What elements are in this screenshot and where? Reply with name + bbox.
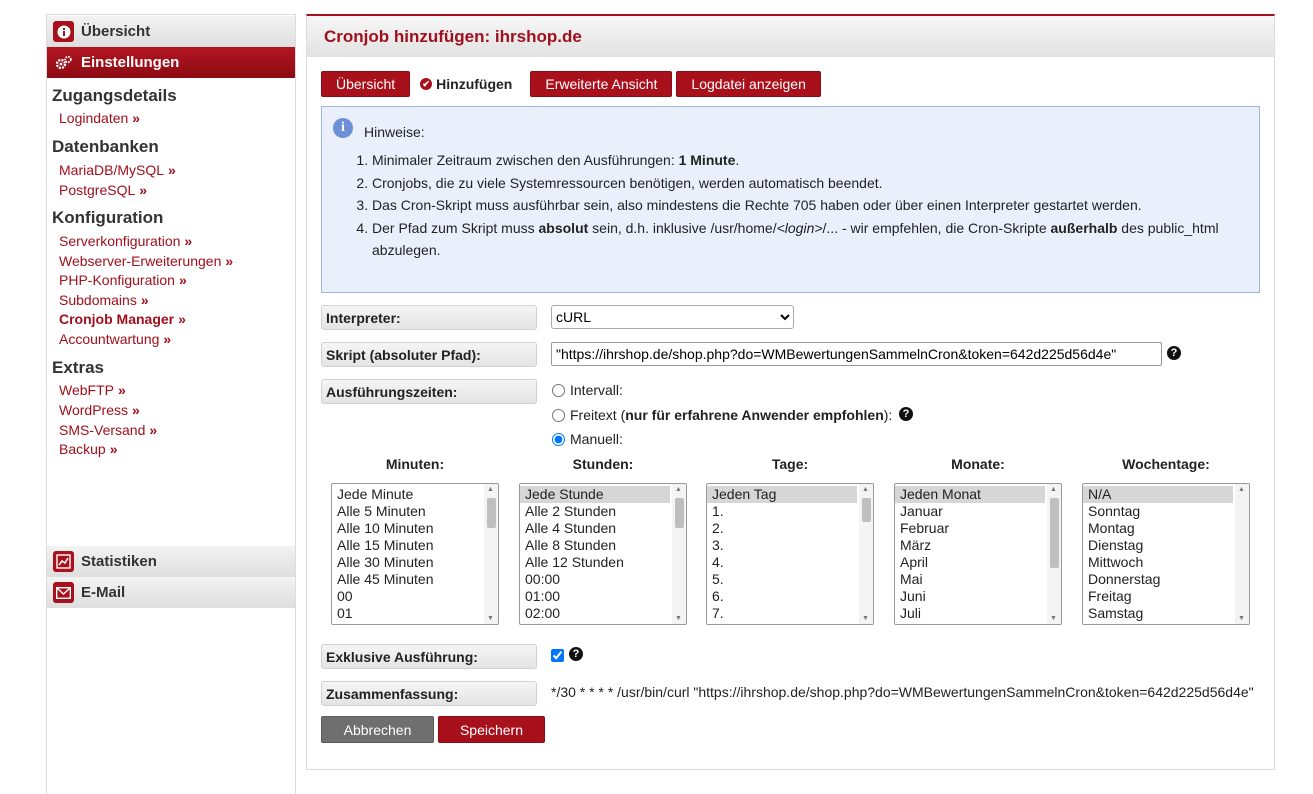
sidebar-link-logindaten[interactable] (59, 110, 140, 126)
scroll-thumb[interactable] (862, 498, 871, 522)
hint-text: des public_html abzulegen. (372, 219, 1219, 258)
monate-option[interactable]: Jeden Monat (895, 486, 1045, 503)
monate-option[interactable]: März (900, 537, 932, 553)
hint-text: Minimaler Zeitraum zwischen den Ausführungen: (372, 152, 679, 168)
skript-label: Skript (absoluter Pfad): (321, 342, 537, 367)
stunden-listbox[interactable] (519, 483, 687, 625)
gears-icon (53, 52, 74, 73)
link-label: SMS-Versand (59, 422, 146, 438)
scroll-up-icon[interactable]: ▲ (1050, 486, 1057, 493)
tage-option[interactable]: Jeden Tag (707, 486, 857, 503)
save-button[interactable]: Speichern (438, 716, 545, 743)
stunden-option[interactable]: 01:00 (525, 588, 561, 604)
hint-list (346, 149, 1226, 262)
sidebar-link-sms[interactable] (59, 422, 157, 438)
interpreter-select[interactable] (551, 305, 794, 329)
tage-listbox[interactable] (706, 483, 874, 625)
sidebar (46, 14, 296, 794)
sidebar-link-mariadb[interactable] (59, 162, 176, 178)
scroll-down-icon[interactable]: ▼ (1050, 615, 1057, 622)
scrollbar[interactable] (672, 484, 686, 624)
sidebar-head-email[interactable] (47, 577, 295, 608)
radio-input[interactable] (552, 409, 565, 422)
raquo: » (178, 272, 187, 288)
radio-input[interactable] (552, 384, 565, 397)
wochentage-option[interactable]: Mittwoch (1088, 554, 1144, 570)
sidebar-head-uebersicht[interactable] (47, 16, 295, 47)
sidebar-head-label: Einstellungen (81, 54, 180, 71)
sidebar-link-webserver[interactable] (59, 253, 233, 269)
help-icon[interactable]: ? (899, 407, 913, 421)
tab-erweiterte-ansicht[interactable]: Erweiterte Ansicht (530, 71, 672, 97)
scroll-down-icon[interactable]: ▼ (487, 615, 494, 622)
wochentage-option[interactable]: Samstag (1088, 605, 1144, 621)
sidebar-link-subdomains[interactable] (59, 292, 149, 308)
stunden-option[interactable]: Alle 4 Stunden (525, 520, 617, 536)
link-label: Serverkonfiguration (59, 233, 181, 249)
tage-option[interactable]: 4. (712, 554, 724, 570)
monate-listbox[interactable] (894, 483, 1062, 625)
sidebar-head-label: Statistiken (81, 553, 157, 570)
sidebar-link-cronjob-manager[interactable] (59, 311, 186, 327)
info-icon (53, 21, 74, 42)
hint-text: Der Pfad zum Skript muss (372, 219, 539, 236)
scroll-down-icon[interactable]: ▼ (862, 615, 869, 622)
col-head-wochentage: Wochentage: (1122, 456, 1210, 472)
stunden-option[interactable]: Alle 8 Stunden (525, 537, 617, 553)
raquo: » (131, 402, 140, 418)
radio-label: ): (883, 407, 893, 423)
minuten-option[interactable]: Alle 30 Minuten (337, 554, 434, 570)
cancel-button[interactable]: Abbrechen (321, 716, 434, 743)
tage-option[interactable]: 6. (712, 588, 724, 604)
hint-italic: <login> (776, 219, 823, 236)
tab-hinzufuegen[interactable] (420, 76, 512, 92)
tage-option[interactable]: 2. (712, 520, 724, 536)
help-icon[interactable]: ? (1167, 346, 1181, 360)
radio-input[interactable] (552, 433, 565, 446)
raquo: » (139, 182, 148, 198)
raquo: » (109, 441, 118, 457)
scrollbar[interactable] (1235, 484, 1249, 624)
wochentage-option[interactable]: N/A (1083, 486, 1233, 503)
scroll-thumb[interactable] (487, 498, 496, 528)
raquo: » (149, 422, 158, 438)
stunden-option[interactable]: Alle 12 Stunden (525, 554, 624, 570)
hint-item: 2. Cronjobs, die zu viele Systemressourcen benötigen, werden automatisch beendet. (372, 172, 1226, 195)
wochentage-option[interactable]: Sonntag (1088, 503, 1141, 519)
link-label: Logindaten (59, 110, 129, 126)
wochentage-option[interactable]: Donnerstag (1088, 571, 1161, 587)
radio-manuell[interactable] (551, 431, 623, 447)
skript-path-input[interactable] (551, 342, 1162, 366)
sidebar-head-label: E-Mail (81, 584, 126, 601)
main-panel (306, 14, 1275, 770)
hint-item (372, 149, 1226, 172)
hint-bold: 1 Minute (678, 152, 736, 168)
link-label: Webserver-Erweiterungen (59, 253, 222, 269)
wochentage-option[interactable]: Freitag (1088, 588, 1132, 604)
wochentage-option[interactable]: Dienstag (1088, 537, 1144, 553)
wochentage-listbox[interactable] (1082, 483, 1250, 625)
tab-label: Hinzufügen (436, 76, 513, 92)
hint-text: sein, d.h. inklusive /usr/home/ (588, 219, 777, 236)
hint-text: . (735, 152, 740, 168)
minuten-option[interactable]: Alle 15 Minuten (337, 537, 434, 553)
tage-option[interactable]: 7. (712, 605, 724, 621)
raquo: » (168, 162, 176, 178)
scroll-thumb[interactable] (1050, 498, 1059, 568)
scroll-down-icon[interactable]: ▼ (1238, 615, 1245, 622)
sidebar-link-backup[interactable] (59, 441, 118, 457)
col-head-tage: Tage: (771, 456, 809, 472)
radio-label: Freitext ( (570, 407, 626, 423)
minuten-option[interactable]: 00 (337, 588, 353, 604)
scrollbar[interactable] (859, 484, 873, 624)
chart-icon (53, 551, 74, 572)
col-head-monate: Monate: (951, 456, 1005, 472)
minuten-option[interactable]: Alle 5 Minuten (337, 503, 426, 519)
scroll-up-icon[interactable]: ▲ (487, 486, 494, 493)
hint-bold: absolut (538, 219, 589, 236)
stunden-option[interactable]: Alle 2 Stunden (525, 503, 617, 519)
tab-logdatei[interactable]: Logdatei anzeigen (676, 71, 820, 97)
stunden-option[interactable]: 00:00 (525, 571, 561, 587)
minuten-listbox[interactable] (331, 483, 499, 625)
sidebar-head-label: Übersicht (81, 23, 151, 40)
sidebar-head-statistiken[interactable] (47, 546, 295, 577)
hint-box (321, 106, 1260, 293)
scroll-up-icon[interactable]: ▲ (1238, 486, 1245, 493)
raquo: » (140, 292, 149, 308)
zusammenfassung-value: */30 * * * * /usr/bin/curl "https://ihrshop.de/shop.php?do=WMBewertungenSammelnCron&token=642d225d56d4e" (551, 684, 1254, 700)
wochentage-option[interactable]: Montag (1088, 520, 1135, 536)
minuten-option[interactable]: 01 (337, 605, 353, 621)
scrollbar[interactable] (484, 484, 498, 624)
hint-item: 3. Das Cron-Skript muss ausführbar sein, also mindestens die Rechte 705 haben oder über einen Interpreter gestartet werden. (372, 194, 1226, 217)
link-label: Accountwartung (59, 331, 160, 347)
monate-option[interactable]: Mai (900, 571, 923, 587)
scroll-up-icon[interactable]: ▲ (675, 486, 682, 493)
scroll-thumb[interactable] (675, 498, 684, 528)
stunden-option[interactable]: 02:00 (525, 605, 561, 621)
interpreter-label: Interpreter: (321, 305, 537, 330)
monate-option[interactable]: Juni (900, 588, 926, 604)
exklusiv-label: Exklusive Ausführung: (321, 644, 537, 669)
scrollbar[interactable] (1047, 484, 1061, 624)
monate-option[interactable]: Januar (900, 503, 943, 519)
tab-uebersicht[interactable]: Übersicht (321, 71, 410, 97)
radio-label: Intervall: (570, 382, 623, 398)
info-icon: i (333, 118, 353, 138)
stunden-option[interactable]: Jede Stunde (520, 486, 670, 503)
check-circle-icon: ✔ (420, 78, 432, 90)
help-icon[interactable]: ? (569, 647, 583, 661)
scroll-up-icon[interactable]: ▲ (862, 486, 869, 493)
link-label: Backup (59, 441, 106, 457)
sidebar-link-wordpress[interactable] (59, 402, 140, 418)
page-title: Cronjob hinzufügen: ihrshop.de (307, 16, 1274, 57)
zusammenfassung-label: Zusammenfassung: (321, 681, 537, 706)
minuten-option[interactable]: Jede Minute (337, 486, 414, 502)
tage-option[interactable]: 1. (712, 503, 724, 519)
raquo: » (117, 382, 126, 398)
tage-option[interactable]: 5. (712, 571, 724, 587)
radio-intervall[interactable] (551, 382, 623, 398)
raquo: » (184, 233, 193, 249)
link-label: WordPress (59, 402, 128, 418)
raquo: » (178, 311, 186, 327)
hint-title: Hinweise: (364, 124, 425, 140)
scroll-down-icon[interactable]: ▼ (675, 615, 682, 622)
raquo: » (163, 331, 172, 347)
hint-item (372, 217, 1226, 262)
tage-option[interactable]: 3. (712, 537, 724, 553)
exklusiv-checkbox[interactable] (551, 649, 564, 662)
link-label: MariaDB/MySQL (59, 162, 165, 178)
monate-option[interactable]: April (900, 554, 929, 570)
sidebar-head-einstellungen[interactable] (47, 47, 295, 78)
sidebar-link-php[interactable] (59, 272, 187, 288)
mail-icon (53, 582, 74, 603)
radio-freitext[interactable] (551, 407, 892, 423)
section-title-konfiguration: Konfiguration (52, 208, 164, 227)
raquo: » (225, 253, 234, 269)
monate-option[interactable]: Februar (900, 520, 950, 536)
hint-bold: außerhalb (1050, 219, 1118, 236)
col-head-stunden: Stunden: (572, 456, 634, 472)
section-title-datenbanken: Datenbanken (52, 137, 159, 156)
sidebar-link-accountwartung[interactable] (59, 331, 171, 347)
section-title-extras: Extras (52, 358, 104, 377)
link-label: Subdomains (59, 292, 137, 308)
zeiten-label: Ausführungszeiten: (321, 379, 537, 404)
link-label: PostgreSQL (59, 182, 136, 198)
minuten-option[interactable]: Alle 10 Minuten (337, 520, 434, 536)
hint-text: /... - wir empfehlen, die Cron-Skripte (822, 219, 1051, 236)
sidebar-link-serverkonfiguration[interactable] (59, 233, 192, 249)
sidebar-link-postgresql[interactable] (59, 182, 147, 198)
minuten-option[interactable]: Alle 45 Minuten (337, 571, 434, 587)
radio-label-bold: nur für erfahrene Anwender empfohlen (625, 407, 884, 423)
link-label: Cronjob Manager (59, 311, 175, 327)
radio-label: Manuell: (570, 431, 623, 447)
monate-option[interactable]: Juli (900, 605, 922, 621)
raquo: » (132, 110, 141, 126)
col-head-minuten: Minuten: (385, 456, 445, 472)
link-label: PHP-Konfiguration (59, 272, 175, 288)
tab-bar (321, 71, 825, 97)
section-title-zugang: Zugangsdetails (52, 86, 177, 105)
link-label: WebFTP (59, 382, 114, 398)
sidebar-link-webftp[interactable] (59, 382, 126, 398)
